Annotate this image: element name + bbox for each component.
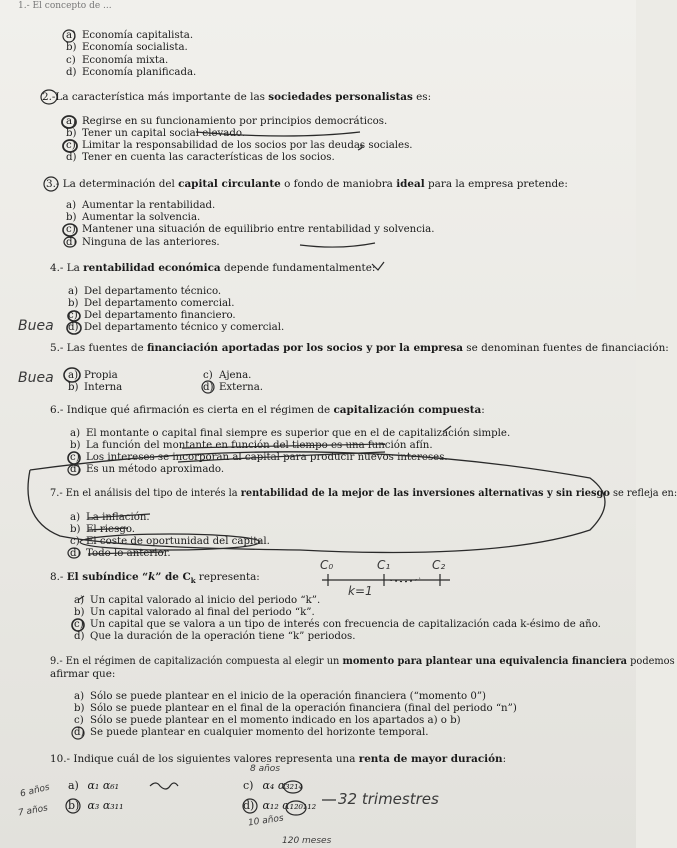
q5-handnote: Buea: [18, 370, 54, 386]
q10-option-b[interactable]: b) α₃ α₃₁₁: [68, 799, 124, 812]
q9-option-a[interactable]: a) Sólo se puede plantear en el inicio de la operación financiera (“momento 0”): [74, 691, 487, 702]
header-fragment: 1.- El concepto de ...: [18, 1, 112, 11]
q8-question: 8.- El subíndice “k” de $C_k$ representa:: [50, 571, 260, 586]
q10-handnote-b: 7 años: [17, 803, 49, 819]
q8-option-b[interactable]: b) Un capital valorado al final del periodo “k”.: [74, 607, 315, 618]
q2-option-a[interactable]: a) Regirse en su funcionamiento por principios democráticos.: [66, 116, 388, 127]
q6-option-a[interactable]: a) El montante o capital final siempre es superior que en el de capitalización simple.: [70, 428, 511, 439]
q1-option-d[interactable]: d) Economía planificada.: [66, 67, 197, 78]
q7-option-a[interactable]: a) La inflación.: [70, 512, 150, 523]
q2-option-c[interactable]: c) Limitar la responsabilidad de los socios por las deudas sociales.: [66, 140, 413, 151]
q8-option-a[interactable]: a) Un capital valorado al inicio del periodo “k”.: [74, 595, 321, 606]
q6-question: 6.- Indique qué afirmación es cierta en el régimen de capitalización compuesta:: [50, 404, 485, 416]
q9-question: 9.- En el régimen de capitalización compuesta al elegir un momento para plantear una equivalencia financiera podemos: [50, 656, 675, 667]
q3-option-d[interactable]: d) Ninguna de las anteriores.: [66, 237, 220, 248]
q10-handnote-d: 10 años: [247, 813, 285, 829]
q2-option-d[interactable]: d) Tener en cuenta las características de los socios.: [66, 152, 335, 163]
q8-diagram-c1: C₁: [377, 558, 391, 572]
q10-option-a[interactable]: a) α₁ α₆₁: [68, 779, 120, 792]
q3-option-a[interactable]: a) Aumentar la rentabilidad.: [66, 200, 216, 211]
q2-option-b[interactable]: b) Tener un capital social elevado.: [66, 128, 246, 139]
q6-option-b[interactable]: b) La función del montante en función del tiempo es una función afín.: [70, 440, 433, 451]
q5-option-a[interactable]: a) Propia: [68, 370, 118, 381]
q3-option-b[interactable]: b) Aumentar la solvencia.: [66, 212, 201, 223]
q2-question: 2.-La característica más importante de las sociedades personalistas es:: [42, 91, 432, 103]
q7-option-c[interactable]: c) El coste de oportunidad del capital.: [70, 536, 270, 547]
q8-diagram-c2: C₂: [432, 558, 446, 572]
q5-option-d[interactable]: d) Externa.: [203, 382, 264, 393]
q1-option-c[interactable]: c) Economía mixta.: [66, 55, 169, 66]
q6-option-c[interactable]: c) Los intereses se incorporan al capital para producir nuevos intereses.: [70, 452, 448, 463]
q7-option-b[interactable]: b) El riesgo.: [70, 524, 136, 535]
q4-option-c[interactable]: c) Del departamento financiero.: [68, 310, 236, 321]
q4-handnote: Buea: [18, 318, 54, 334]
q4-option-a[interactable]: a) Del departamento técnico.: [68, 286, 222, 297]
q10-handnote-c: 8 años: [250, 764, 281, 774]
q5-option-b[interactable]: b) Interna: [68, 382, 123, 393]
q8-diagram-k-label: k=1: [348, 584, 373, 598]
q9-question-line2: afirmar que:: [50, 668, 116, 680]
q10-question: 10.- Indique cuál de los siguientes valores representa una renta de mayor duración:: [50, 753, 507, 765]
q4-option-b[interactable]: b) Del departamento comercial.: [68, 298, 235, 309]
q6-option-d[interactable]: d) Es un método aproximado.: [70, 464, 225, 475]
q10-option-c[interactable]: c) α₄ α₃₂₁₄: [243, 779, 303, 792]
q9-option-c[interactable]: c) Sólo se puede plantear en el momento indicado en los apartados a) o b): [74, 715, 461, 726]
q4-option-d[interactable]: d) Del departamento técnico y comercial.: [68, 322, 285, 333]
q5-question: 5.- Las fuentes de financiación aportadas por los socios y por la empresa se denominan fuentes de financiación:: [50, 342, 669, 354]
q1-option-b[interactable]: b) Economía socialista.: [66, 42, 188, 53]
q7-option-d[interactable]: d) Todo lo anterior.: [70, 548, 171, 559]
q9-option-d[interactable]: d) Se puede plantear en cualquier momento del horizonte temporal.: [74, 727, 429, 738]
q7-question: 7.- En el análisis del tipo de interés la rentabilidad de la mejor de las inversiones alternativas y sin riesgo se refleja en:: [50, 488, 677, 499]
q1-option-a[interactable]: a) Economía capitalista.: [66, 30, 194, 41]
q8-diagram-c0: C₀: [320, 558, 334, 572]
q4-question: 4.- La rentabilidad económica depende fundamentalmente:: [50, 262, 376, 274]
q3-question: 3.- La determinación del capital circulante o fondo de maniobra ideal para la empresa pretende:: [46, 178, 568, 190]
q5-option-c[interactable]: c) Ajena.: [203, 370, 252, 381]
q10-option-d[interactable]: d) α₁₂ α₁₂₀₁₁₂: [243, 799, 317, 812]
q8-option-c[interactable]: c) Un capital que se valora a un tipo de interés con frecuencia de capitalización cada k-ésimo de año.: [74, 619, 601, 630]
q10-handnote-trimestres: 32 trimestres: [338, 790, 439, 808]
q10-handnote-a: 6 años: [19, 782, 51, 800]
q9-option-b[interactable]: b) Sólo se puede plantear en el final de la operación financiera (final del periodo “n”): [74, 703, 517, 714]
q10-handnote-meses: 120 meses: [282, 836, 332, 846]
q3-option-c[interactable]: c) Mantener una situación de equilibrio entre rentabilidad y solvencia.: [66, 224, 435, 235]
q8-option-d[interactable]: d) Que la duración de la operación tiene “k” periodos.: [74, 631, 356, 642]
